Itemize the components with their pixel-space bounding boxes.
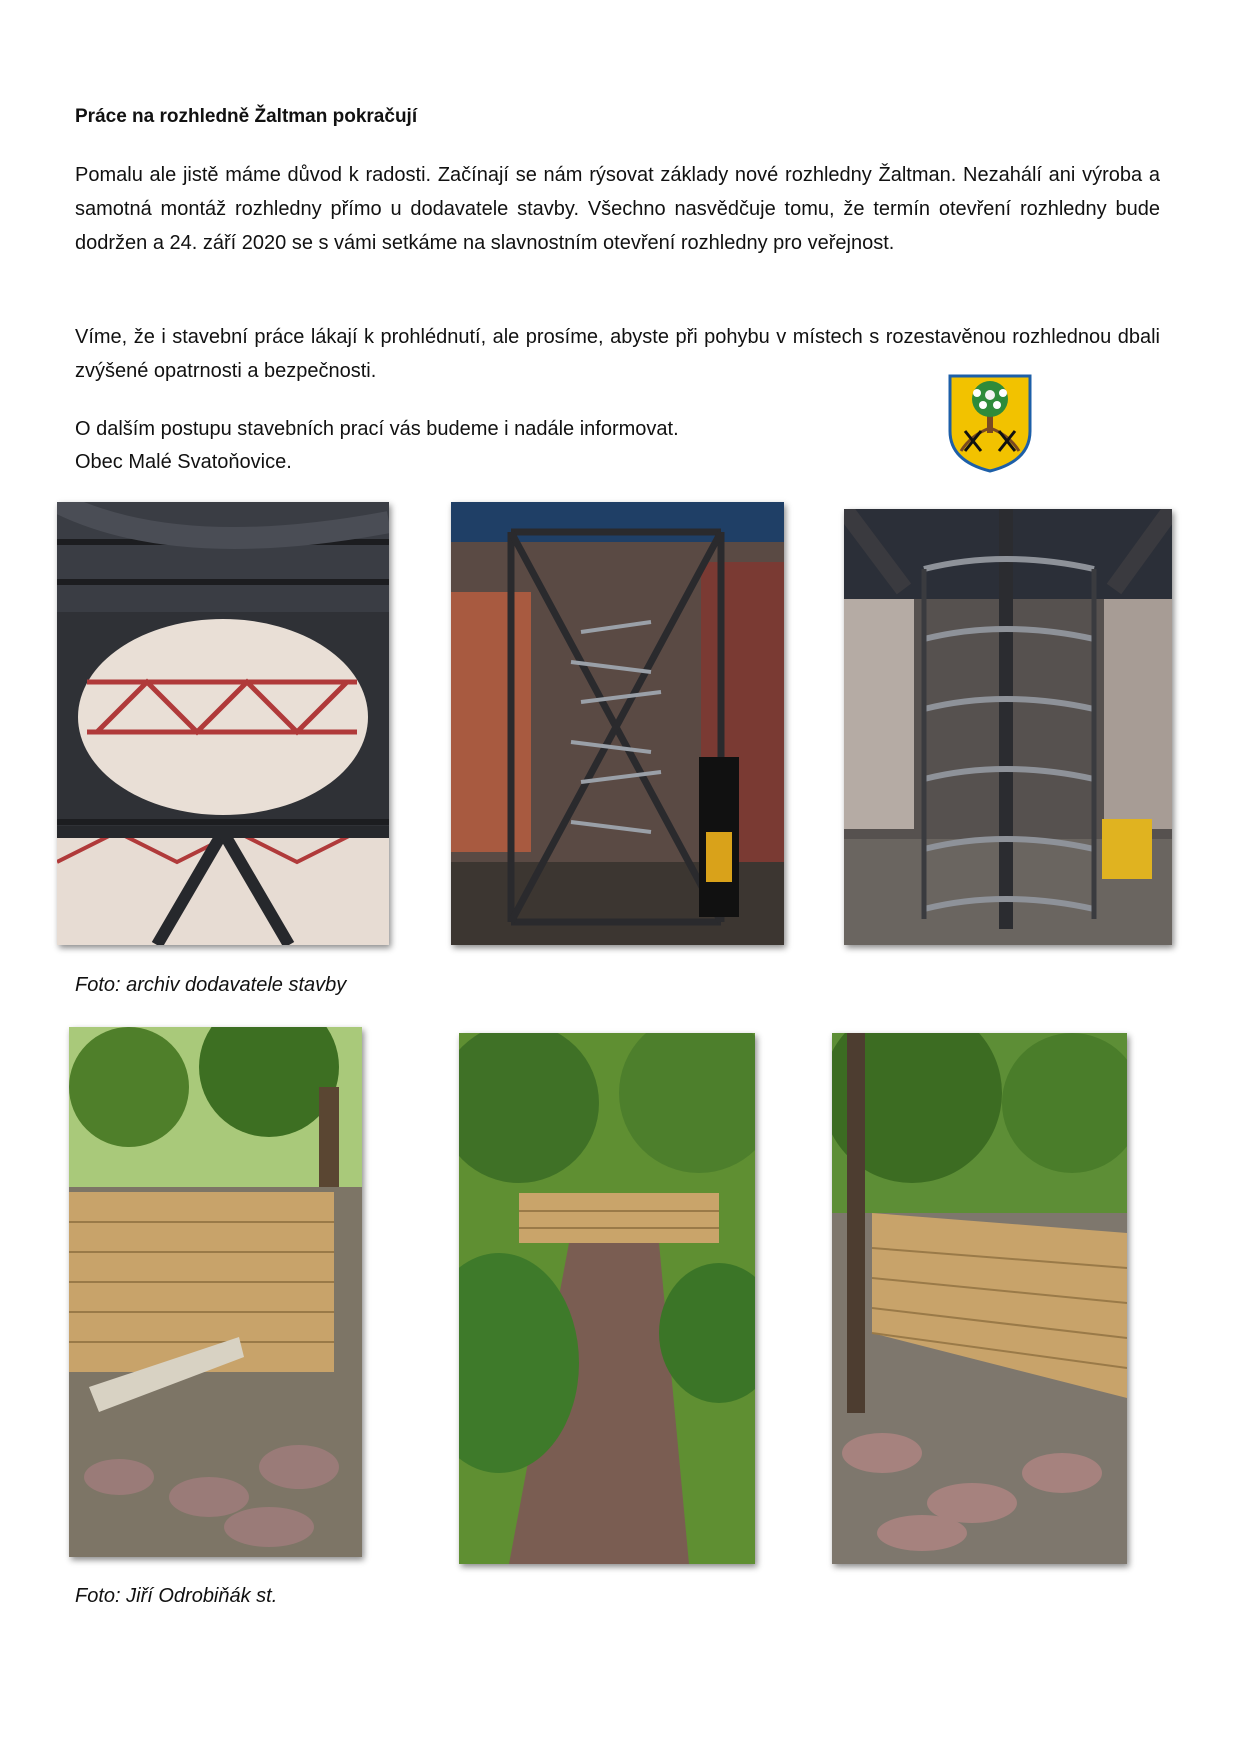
photo-forest-path-wall bbox=[459, 1033, 755, 1564]
closing-line: O dalším postupu stavebních prací vás budeme i nadále informovat. bbox=[75, 418, 679, 440]
photo-ceiling-opening bbox=[57, 502, 389, 945]
photo-spiral-staircase-detail bbox=[844, 509, 1172, 945]
signature: Obec Malé Svatoňovice. bbox=[75, 451, 292, 473]
article-title: Práce na rozhledně Žaltman pokračují bbox=[75, 106, 418, 127]
photo-stone-wall-bench bbox=[69, 1027, 362, 1557]
closing-block bbox=[75, 413, 679, 479]
photo-spiral-staircase-scaffold bbox=[451, 502, 784, 945]
municipal-coat-of-arms-icon bbox=[947, 373, 1033, 473]
caption-workshop-photos: Foto: archiv dodavatele stavby bbox=[75, 974, 347, 996]
caption-site-photos: Foto: Jiří Odrobiňák st. bbox=[75, 1585, 278, 1607]
article-paragraph-2: Víme, že i stavební práce lákají k prohlédnutí, ale prosíme, abyste při pohybu v místech s rozestavěnou rozhlednou dbali zvýšené opatrnosti a bezpečnosti. bbox=[75, 326, 1160, 382]
article-paragraph-1: Pomalu ale jistě máme důvod k radosti. Začínají se nám rýsovat základy nové rozhledny Žaltman. Nezahálí ani výroba a samotná montáž rozhledny přímo u dodavatele stavby. Všechno nasvědčuje tomu, že termín otevření rozhledny bude dodržen a 24. září 2020 se s vámi setkáme na slavnostním otevření rozhledny pro veřejnost. bbox=[75, 164, 1160, 254]
photo-stone-wall-trees bbox=[832, 1033, 1127, 1564]
